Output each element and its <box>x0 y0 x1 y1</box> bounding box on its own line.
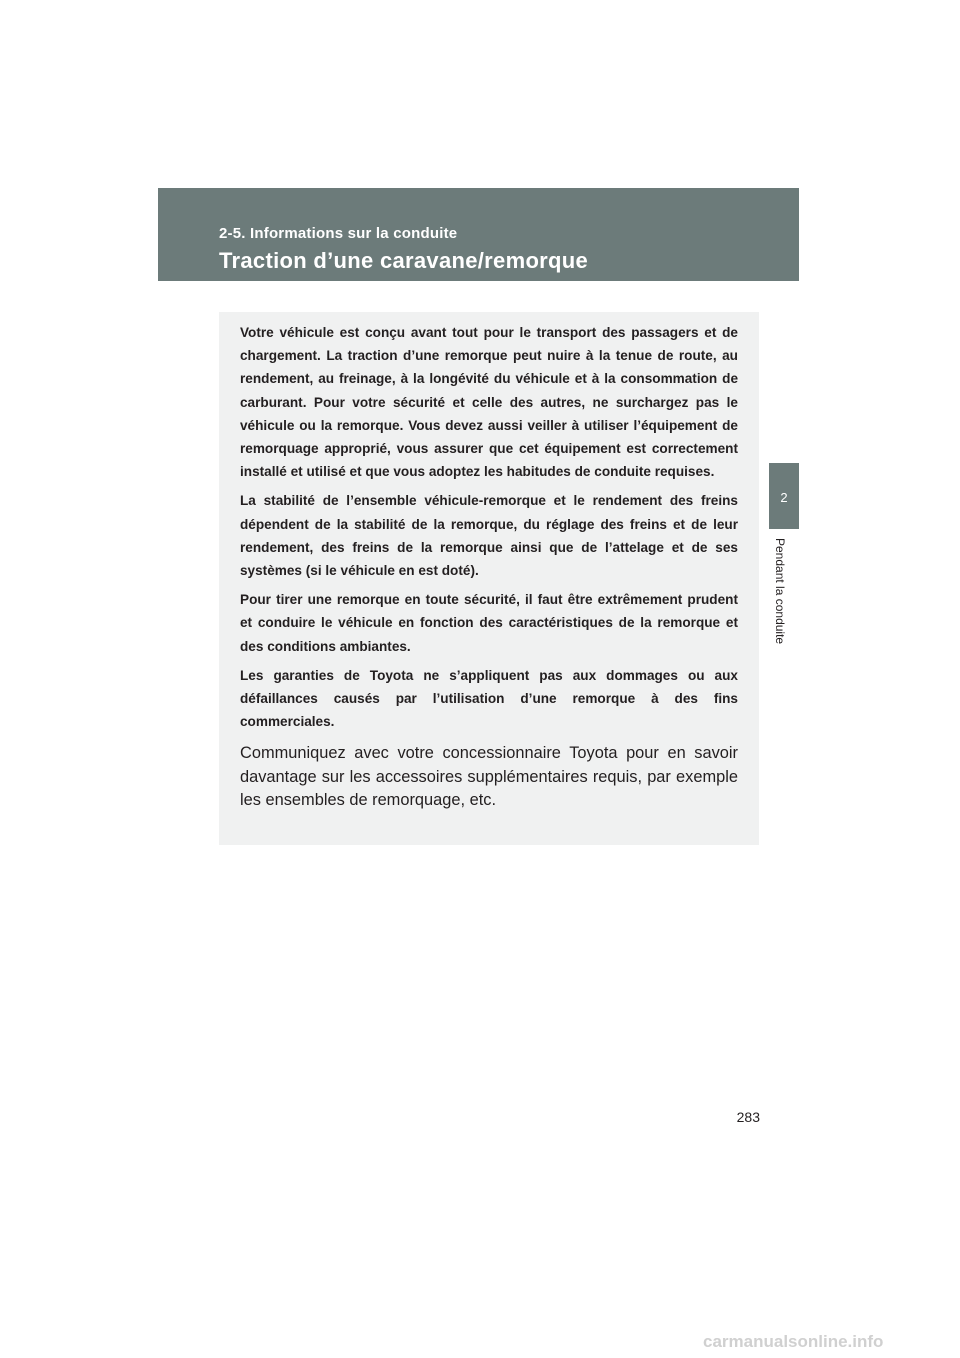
page-title: Traction d’une caravane/remorque <box>219 248 589 273</box>
info-paragraph-4: Les garanties de Toyota ne s’appliquent pas aux dommages ou aux défaillances causés par l’utilisation d’une remorque à des fins commerciales. <box>240 667 738 730</box>
info-closing-paragraph: Communiquez avec votre concessionnaire Toyota pour en savoir davantage sur les accessoires supplémentaires requis, par exemple les ensembles de remorquage, etc. <box>240 744 738 809</box>
page-number: 283 <box>736 1109 760 1125</box>
chapter-tab-number: 2 <box>780 490 788 505</box>
info-paragraph-2: La stabilité de l’ensemble véhicule-remorque et le rendement des freins dépendent de la stabilité de la remorque, du réglage des freins et de leur rendement, des freins de la remorque ainsi que de l’attelage et de ses systèmes (si le véhicule en est doté). <box>240 493 738 579</box>
info-paragraph-3: Pour tirer une remorque en toute sécurité, il faut être extrêmement prudent et conduire le véhicule en fonction des caractéristiques de la remorque et des conditions ambiantes. <box>240 592 738 654</box>
chapter-tab-label: Pendant la conduite <box>773 538 787 645</box>
info-paragraph-1: Votre véhicule est conçu avant tout pour le transport des passagers et de chargement. La traction d’une remorque peut nuire à la tenue de route, au rendement, au freinage, à la longévité du véhicule et à la consommation de carburant. Pour votre sécurité et celle des autres, ne surchargez pas le véhicule ou la remorque. Vous devez aussi veiller à utiliser l’équipement de remorquage approprié, vous assurer que cet équipement est correctement installé et utilisé et que vous adoptez les habitudes de conduite requises. <box>240 325 738 480</box>
chapter-tab[interactable] <box>769 463 799 529</box>
info-box <box>219 312 759 845</box>
watermark: carmanualsonline.info <box>703 1332 884 1351</box>
section-heading: 2-5. Informations sur la conduite <box>219 225 458 242</box>
chapter-header <box>158 188 799 281</box>
